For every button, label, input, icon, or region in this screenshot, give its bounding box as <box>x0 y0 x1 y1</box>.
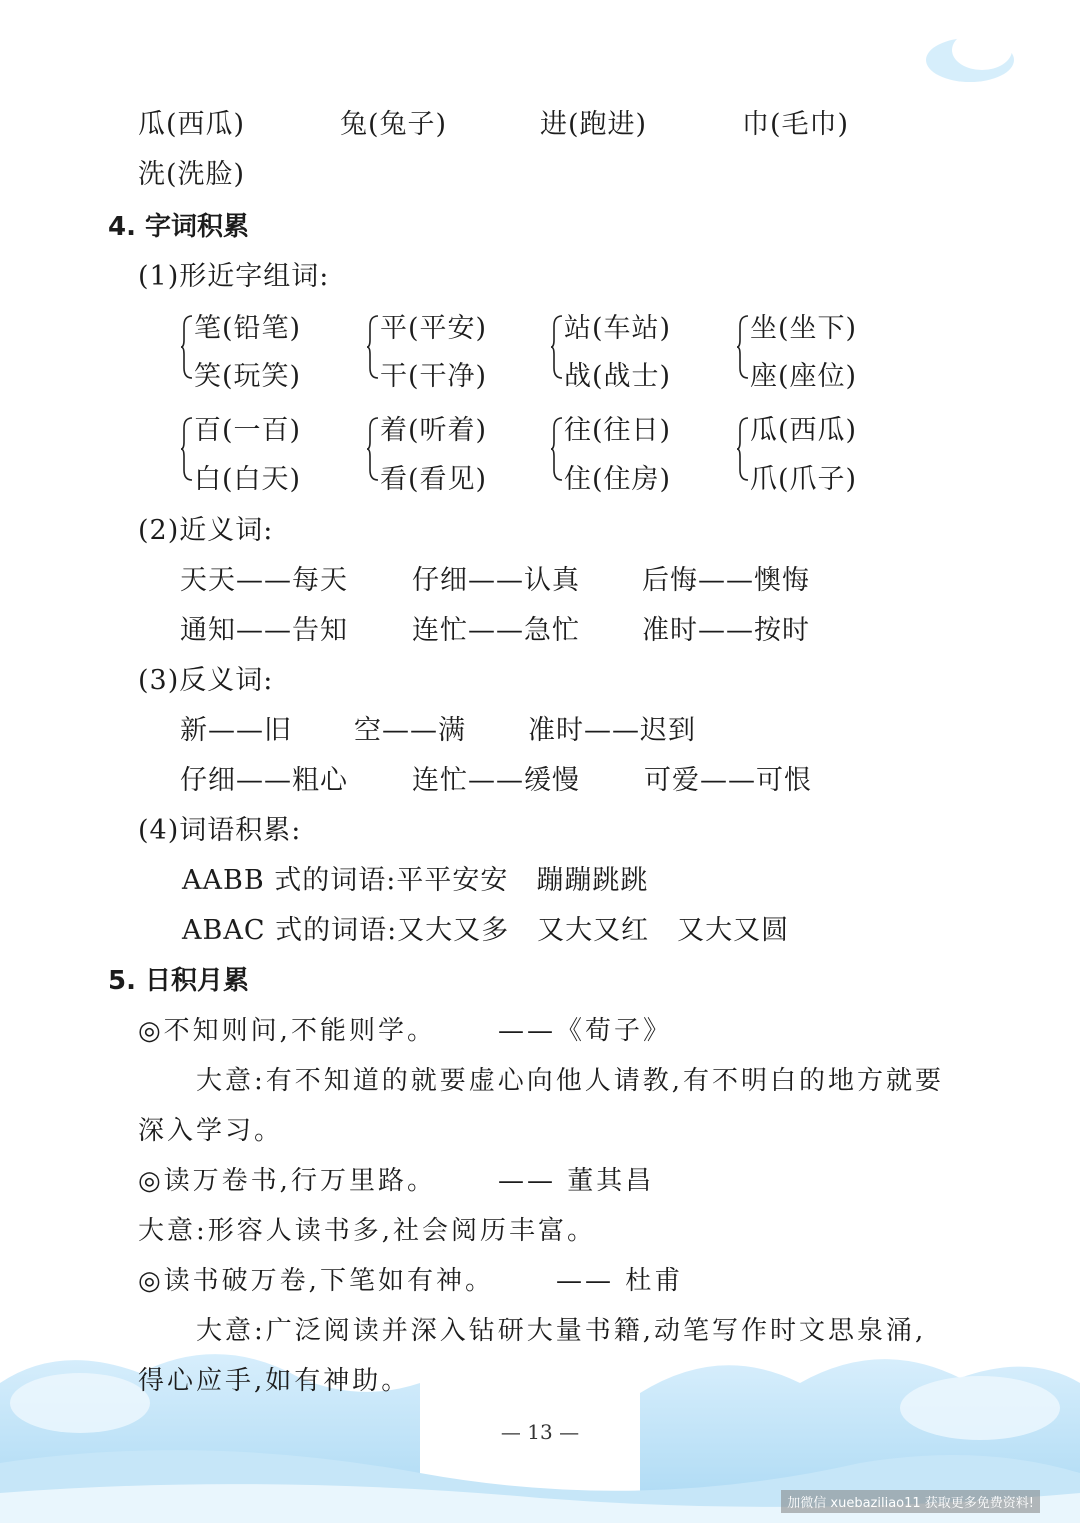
group-word: 干(干净) <box>380 361 488 392</box>
abac-words: ABAC 式的词语:又大又多 又大又红 又大又圆 <box>182 915 790 946</box>
quote-source: —— 董其昌 <box>498 1166 655 1196</box>
subheading: (2)近义词: <box>138 515 274 546</box>
page-number: — 13 — <box>500 1420 580 1444</box>
quote-source: —— 杜甫 <box>556 1266 684 1296</box>
brace-icon <box>180 314 194 380</box>
antonym-pair: 准时——迟到 <box>528 715 696 746</box>
synonym-pair: 连忙——急忙 <box>412 615 580 646</box>
synonym-pair: 通知——告知 <box>180 615 348 646</box>
brace-icon <box>366 314 380 380</box>
group-word: 看(看见) <box>380 464 488 495</box>
section-heading: 4. 字词积累 <box>108 212 250 242</box>
group-word: 坐(坐下) <box>750 313 858 344</box>
moon-decoration <box>920 20 1020 90</box>
quote-meaning: 深入学习。 <box>138 1116 284 1146</box>
antonym-pair: 仔细——粗心 <box>180 765 348 796</box>
synonym-pair: 后悔——懊悔 <box>642 565 810 596</box>
subheading: (4)词语积累: <box>138 815 302 846</box>
group-word: 笔(铅笔) <box>194 313 302 344</box>
watermark: 加微信 xuebaziliao11 获取更多免费资料! <box>781 1490 1040 1513</box>
group-word: 站(车站) <box>564 313 672 344</box>
subheading: (3)反义词: <box>138 665 274 696</box>
top-word: 洗(洗脸) <box>138 159 246 190</box>
antonym-pair: 新——旧 <box>180 715 292 746</box>
group-word: 座(座位) <box>750 361 858 392</box>
quote-source: ——《荀子》 <box>498 1016 673 1046</box>
quote-text: ◎读书破万卷,下笔如有神。 <box>138 1266 494 1296</box>
quote-text: ◎读万卷书,行万里路。 <box>138 1166 436 1196</box>
group-word: 瓜(西瓜) <box>750 415 858 446</box>
group-word: 爪(爪子) <box>750 464 858 495</box>
brace-icon <box>550 314 564 380</box>
quote-text: ◎不知则问,不能则学。 <box>138 1016 436 1046</box>
group-word: 白(白天) <box>194 464 302 495</box>
antonym-pair: 空——满 <box>354 715 466 746</box>
quote-meaning: 得心应手,如有神助。 <box>138 1366 411 1396</box>
top-word: 瓜(西瓜) <box>138 109 246 140</box>
group-word: 战(战士) <box>564 361 672 392</box>
section-heading: 5. 日积月累 <box>108 966 250 996</box>
group-word: 平(平安) <box>380 313 488 344</box>
synonym-pair: 仔细——认真 <box>412 565 580 596</box>
top-word: 巾(毛巾) <box>742 109 850 140</box>
group-word: 往(往日) <box>564 415 672 446</box>
top-word: 兔(兔子) <box>340 109 448 140</box>
quote-meaning: 大意:广泛阅读并深入钻研大量书籍,动笔写作时文思泉涌, <box>196 1316 927 1346</box>
brace-icon <box>736 416 750 482</box>
quote-meaning: 大意:有不知道的就要虚心向他人请教,有不明白的地方就要 <box>196 1066 945 1096</box>
synonym-pair: 天天——每天 <box>180 565 348 596</box>
quote-meaning: 大意:形容人读书多,社会阅历丰富。 <box>138 1216 597 1246</box>
brace-icon <box>180 416 194 482</box>
brace-icon <box>736 314 750 380</box>
aabb-words: AABB 式的词语:平平安安 蹦蹦跳跳 <box>182 865 649 896</box>
top-word: 进(跑进) <box>540 109 648 140</box>
brace-icon <box>366 416 380 482</box>
antonym-pair: 可爱——可恨 <box>644 765 812 796</box>
brace-icon <box>550 416 564 482</box>
group-word: 百(一百) <box>194 415 302 446</box>
group-word: 笑(玩笑) <box>194 361 302 392</box>
group-word: 着(听着) <box>380 415 488 446</box>
group-word: 住(住房) <box>564 464 672 495</box>
synonym-pair: 准时——按时 <box>642 615 810 646</box>
subheading: (1)形近字组词: <box>138 261 330 292</box>
antonym-pair: 连忙——缓慢 <box>412 765 580 796</box>
